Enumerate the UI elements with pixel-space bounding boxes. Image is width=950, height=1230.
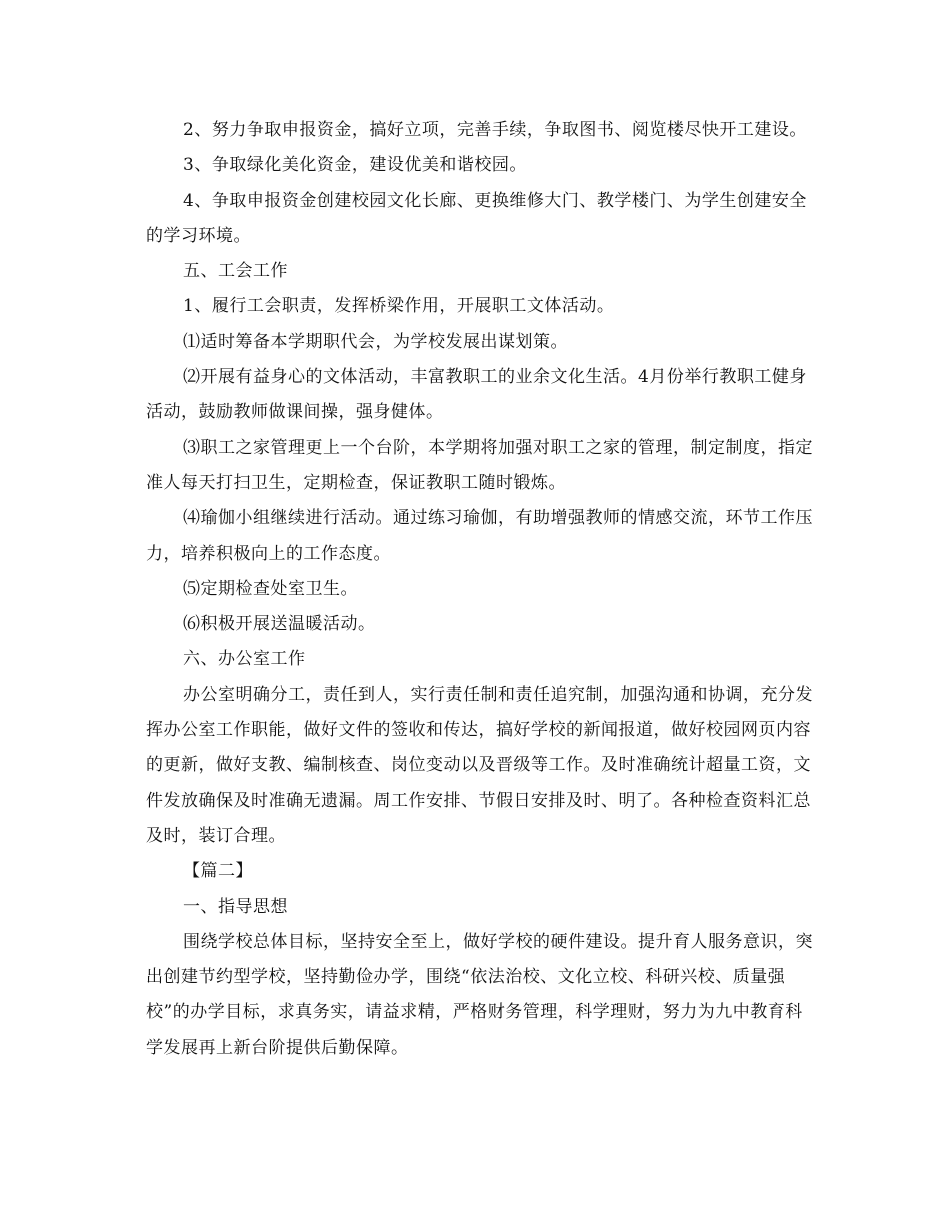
- paragraph-1: 2、努力争取申报资金，搞好立项，完善手续，争取图书、阅览楼尽快开工建设。: [183, 120, 807, 140]
- paragraph-16: 围绕学校总体目标，坚持安全至上，做好学校的硬件建设。提升育人服务意识，突出创建节约型学校，坚持勤俭办学，围绕“依法治校、文化立校、科研兴校、质量强校”的办学目标，求真务实，请益求精，严格财务管理，科学理财，努力为九中教育科学发展再上新台阶提供后勤保障。: [146, 931, 813, 1058]
- paragraph-11: ⑹积极开展送温暖活动。: [183, 614, 376, 635]
- paragraph-6: ⑴适时筹备本学期职代会，为学校发展出谋划策。: [183, 331, 568, 352]
- paragraph-10: ⑸定期检查处室卫生。: [183, 578, 358, 599]
- part-heading-two: 【篇二】: [183, 861, 253, 882]
- paragraph-13: 办公室明确分工，责任到人，实行责任制和责任追究制，加强沟通和协调，充分发挥办公室工作职能，做好文件的签收和传达，搞好学校的新闻报道，做好校园网页内容的更新，做好支教、编制核查、岗位变动以及晋级等工作。及时准确统计超量工资，文件发放确保及时准确无遗漏。周工作安排、节假日安排及时、明了。各种检查资料汇总及时，装订合理。: [146, 684, 813, 846]
- paragraph-3: 4、争取申报资金创建校园文化长廊、更换维修大门、教学楼门、为学生创建安全的学习环境。: [146, 190, 807, 246]
- paragraph-9: ⑷瑜伽小组继续进行活动。通过练习瑜伽，有助增强教师的情感交流，环节工作压力，培养积极向上的工作态度。: [146, 508, 813, 564]
- section-heading-office: 六、办公室工作: [183, 649, 306, 670]
- section-heading-guiding-thought: 一、指导思想: [183, 896, 288, 917]
- paragraph-2: 3、争取绿化美化资金，建设优美和谐校园。: [183, 155, 527, 176]
- paragraph-8: ⑶职工之家管理更上一个台阶，本学期将加强对职工之家的管理，制定制度，指定准人每天打扫卫生，定期检查，保证教职工随时锻炼。: [146, 437, 813, 493]
- paragraph-7: ⑵开展有益身心的文体活动，丰富教职工的业余文化生活。4月份举行教职工健身活动，鼓励教师做课间操，强身健体。: [146, 367, 807, 423]
- section-heading-union: 五、工会工作: [183, 261, 288, 282]
- paragraph-5: 1、履行工会职责，发挥桥梁作用，开展职工文体活动。: [183, 296, 615, 317]
